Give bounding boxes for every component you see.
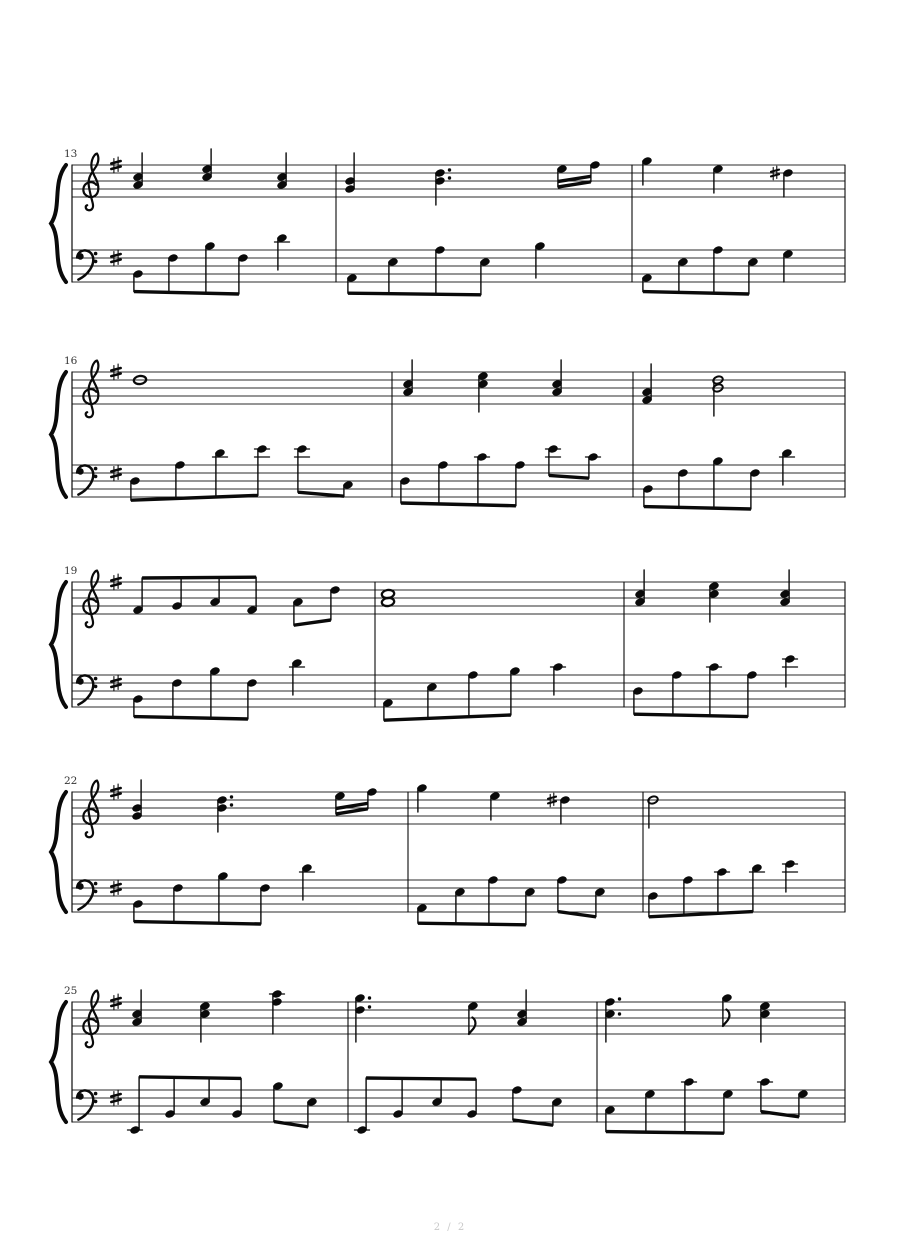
system-brace [51,165,66,282]
eighth-beam-group [346,245,491,296]
chord [641,364,653,405]
note-dot [230,795,233,798]
line [548,797,556,799]
system-m16 [51,355,845,511]
whole-note [381,589,394,607]
line [111,998,120,1001]
line [111,788,120,791]
note [783,859,798,892]
note [783,654,798,687]
line [111,475,120,478]
bass-clef [77,250,97,279]
measure-number: 13 [64,148,78,160]
eighth-beam-group [416,875,536,926]
note-dot [230,803,233,806]
beam [366,1076,476,1081]
beam [634,713,748,719]
beam [142,576,256,580]
eighth-beam-group [399,452,526,507]
note-dot [368,996,371,999]
chord [132,153,144,190]
note-dot [368,1005,371,1008]
treble-clef [83,361,98,418]
system-brace [51,792,66,912]
beam [348,292,481,297]
note [275,233,290,270]
treble-staff [72,372,845,404]
measure-number: 19 [64,565,78,577]
system-m19 [51,565,845,722]
bass-clef [77,1090,97,1119]
chord [516,990,528,1027]
measure-number: 22 [64,775,78,787]
treble-clef [83,571,98,628]
eighth-beam-group [132,576,258,615]
bass-clef [77,675,97,704]
line [771,174,779,176]
note-dot [618,1012,621,1015]
line [111,161,120,164]
chord [199,1001,211,1042]
chord [434,168,451,205]
beam [134,920,261,926]
bass-voice [129,444,794,511]
sixteenth-beam-group [334,787,378,816]
treble-clef [83,991,98,1048]
chord [634,570,646,607]
eighth-beam-group [632,662,758,718]
system-brace [51,582,66,707]
bass-staff [72,250,845,282]
line [111,584,120,587]
chord [402,360,414,397]
eighth-beam-group [647,863,764,918]
eighth-beam-group [272,1081,318,1128]
beam [649,910,753,919]
line [111,578,120,581]
line [111,368,120,371]
eighth-beam-group [641,245,759,296]
sixteenth-beam-group [556,160,601,189]
chord [216,795,233,832]
treble-staff [72,165,845,197]
bass-voice [128,1075,809,1135]
line [111,890,120,893]
line [111,1004,120,1007]
eighth-beam-group [382,666,521,722]
beam [606,1130,724,1135]
eighth-beam-group [132,241,249,296]
note [300,863,315,900]
chord [477,371,489,412]
bass-clef [77,465,97,494]
note [534,241,546,278]
note-dot [618,997,621,1000]
treble-staff [72,582,845,614]
line [111,685,120,688]
line [111,679,120,682]
beam [384,713,511,722]
line [111,167,120,170]
beam [139,1075,241,1080]
beam [134,715,248,721]
chord [276,153,288,190]
chord [270,989,285,1034]
beam [294,618,331,627]
eighth-beam-group [642,456,761,511]
note [548,793,571,824]
bass-staff [72,675,845,707]
note [290,658,305,695]
page-footer: 2 / 2 [433,1222,467,1233]
note [771,166,794,197]
beam [401,501,516,507]
beam [418,922,526,927]
line [548,801,556,803]
line [111,374,120,377]
bass-clef [77,880,97,909]
bass-voice [132,654,797,722]
chord [708,581,720,622]
treble-staff [72,792,845,824]
eighth-beam-group [128,1075,243,1135]
measure-number: 16 [64,355,78,367]
chord [604,997,621,1042]
line [111,794,120,797]
treble-clef [83,154,98,211]
note [551,662,566,695]
beam [513,1118,553,1127]
eighth-beam-group [132,871,271,926]
note-dot [448,168,451,171]
bass-voice [132,859,797,926]
beam [274,1120,308,1129]
beam [131,494,258,502]
line [111,1094,120,1097]
line [111,254,120,257]
system-brace [51,1002,66,1122]
line [111,469,120,472]
chord [779,570,791,607]
system-m22 [51,775,845,927]
chord [551,360,563,397]
chord [131,990,143,1027]
note [780,448,795,485]
line [111,884,120,887]
system-m25 [51,985,845,1135]
line [111,1100,120,1103]
beam [643,290,749,296]
bass-staff [72,880,845,912]
treble-clef [83,781,98,838]
line [111,260,120,263]
eighth-beam-group [546,444,601,480]
beam [134,290,239,296]
beam [558,910,596,919]
whole-notehead [381,597,394,607]
line [771,170,779,172]
bass-staff [72,465,845,497]
eighth-beam-group [132,666,258,721]
beam [644,505,751,511]
measure-number: 25 [64,985,78,997]
chord [759,1001,771,1042]
eighth-beam-group [295,444,354,498]
system-m13 [51,148,845,297]
system-brace [51,372,66,497]
bass-voice [132,233,794,296]
beam [549,474,589,480]
note-dot [448,176,451,179]
